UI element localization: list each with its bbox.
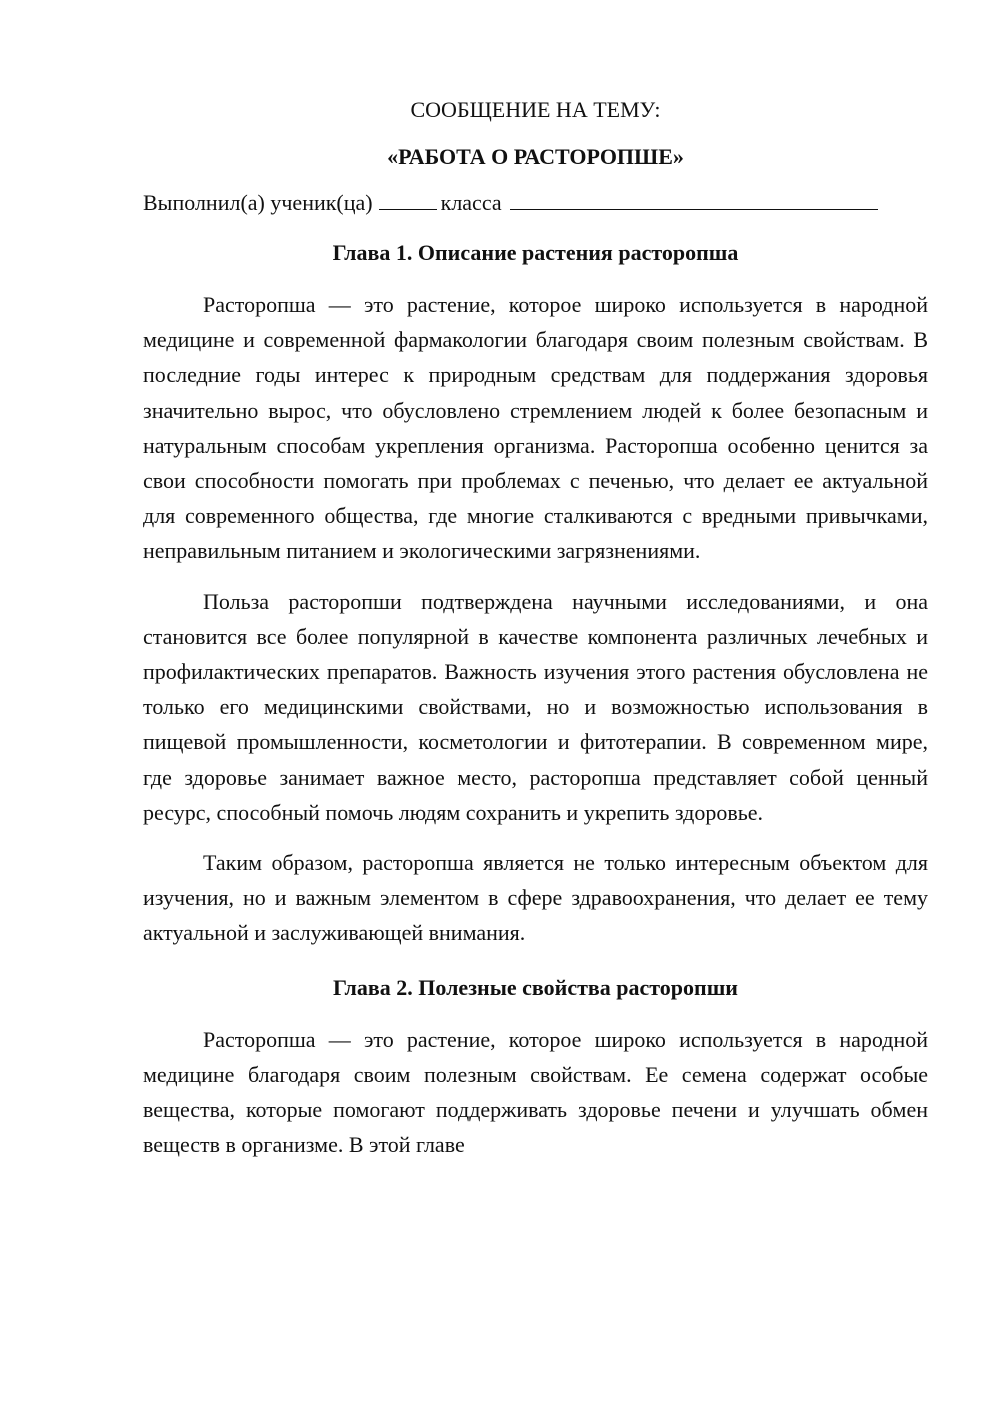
chapter-1-heading: Глава 1. Описание растения расторопша [332, 240, 739, 265]
document-subtitle: «РАБОТА О РАСТОРОПШЕ» [387, 144, 684, 169]
document-body [143, 93, 928, 1162]
author-label: Выполнил(а) ученик(ца) [143, 190, 373, 215]
class-number-blank [379, 187, 437, 210]
chapter-1-paragraph-1: Расторопша — это растение, которое широко используется в народной медицине и современной фармакологии благодаря своим полезным свойствам. В последние годы интерес к природным средствам для поддержания здоровья значительно вырос, что обусловлено стремлением людей к более безопасным и натуральным способам укрепления организма. Расторопша особенно ценится за свои способности помогать при проблемах с печенью, что делает ее актуальной для современного общества, где многие сталкиваются с вредными привычками, неправильным питанием и экологическими загрязнениями. [143, 292, 928, 564]
chapter-1-paragraph-3: Таким образом, расторопша является не только интересным объектом для изучения, но и важным элементом в сфере здравоохранения, что делает ее тему актуальной и заслуживающей внимания. [143, 850, 928, 946]
author-line [143, 186, 928, 220]
chapter-2-paragraph-1: Расторопша — это растение, которое широко используется в народной медицине благодаря своим полезным свойствам. Ее семена содержат особые вещества, которые помогают поддерживать здоровье печени и улучшать обмен веществ в организме. В этой главе [143, 1026, 928, 1158]
chapter-2-heading: Глава 2. Полезные свойства расторопши [333, 974, 738, 1000]
student-name-blank [510, 187, 878, 210]
document-title: СООБЩЕНИЕ НА ТЕМУ: [410, 97, 661, 122]
chapter-1-paragraph-2: Польза расторопши подтверждена научными исследованиями, и она становится все более популярной в качестве компонента различных лечебных и профилактических препаратов. Важность изучения этого растения обусловлена не только его медицинскими свойствами, но и возможностью использования в пищевой промышленности, косметологии и фитотерапии. В современном мире, где здоровье занимает важное место, расторопша представляет собой ценный ресурс, способный помочь людям сохранить и укрепить здоровье. [143, 588, 928, 825]
class-label: класса [440, 190, 502, 215]
